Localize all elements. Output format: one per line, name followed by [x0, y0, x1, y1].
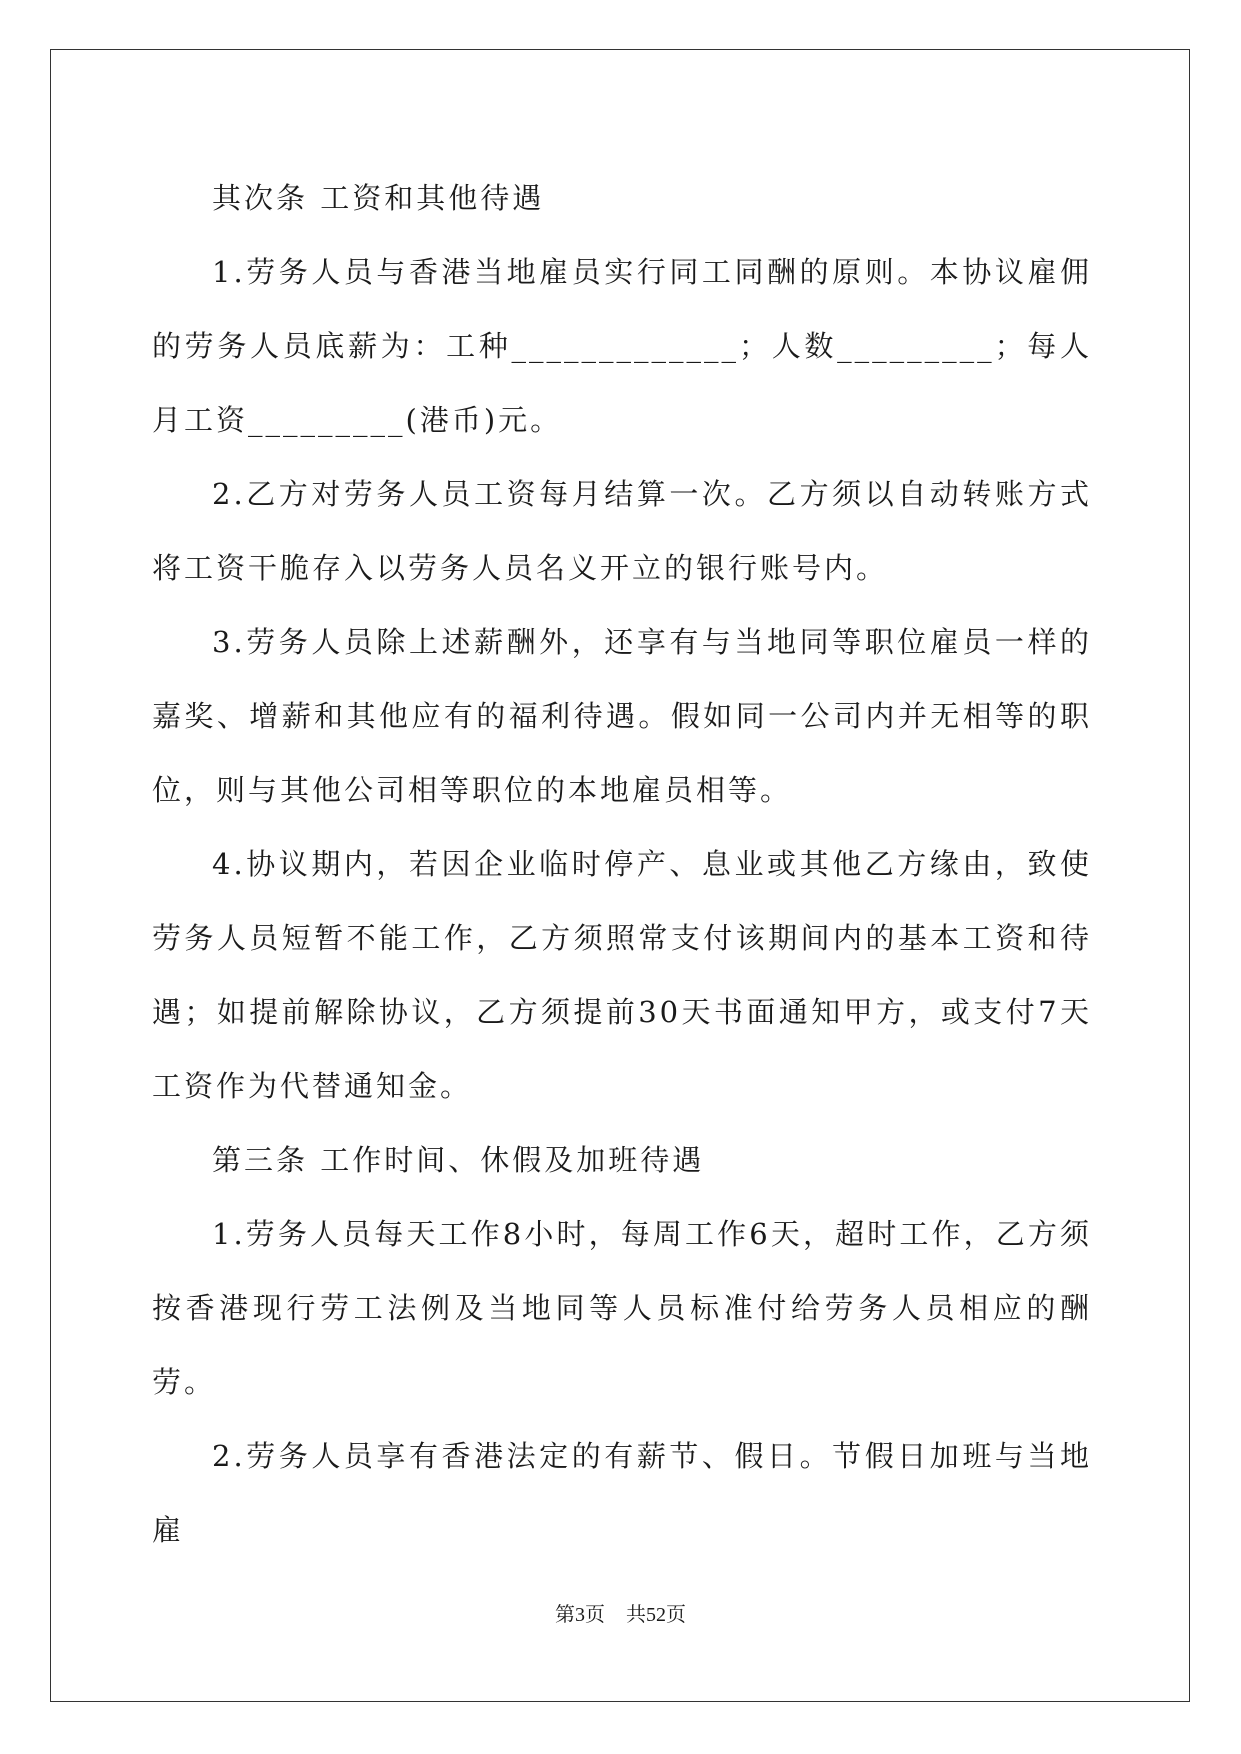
article-3-heading: 第三条 工作时间、休假及加班待遇 [212, 1143, 705, 1177]
article-2-paragraph-4: 4.协议期内，若因企业临时停产、息业或其他乙方缘由，致使劳务人员短暂不能工作，乙方须照常支付该期间内的基本工资和待遇；如提前解除协议，乙方须提前30天书面通知甲方，或支付7天工资作为代替通知金。 [152, 847, 1092, 1103]
article-2-heading: 其次条 工资和其他待遇 [212, 181, 545, 215]
article-2-paragraph-1: 1.劳务人员与香港当地雇员实行同工同酬的原则。本协议雇佣的劳务人员底薪为：工种_____________；人数_________；每人月工资_________(港币)元。 [152, 255, 1092, 437]
page-total: 共52页 [626, 1604, 686, 1626]
page-number: 第3页 [555, 1604, 605, 1626]
document-body [152, 161, 1092, 1567]
article-2-paragraph-2: 2.乙方对劳务人员工资每月结算一次。乙方须以自动转账方式将工资干脆存入以劳务人员名义开立的银行账号内。 [152, 477, 1092, 585]
page-footer [0, 1598, 1241, 1627]
article-3-paragraph-2: 2.劳务人员享有香港法定的有薪节、假日。节假日加班与当地雇 [152, 1439, 1092, 1547]
article-3-paragraph-1: 1.劳务人员每天工作8小时，每周工作6天，超时工作，乙方须按香港现行劳工法例及当地同等人员标准付给劳务人员相应的酬劳。 [152, 1217, 1092, 1399]
article-2-paragraph-3: 3.劳务人员除上述薪酬外，还享有与当地同等职位雇员一样的嘉奖、增薪和其他应有的福利待遇。假如同一公司内并无相等的职位，则与其他公司相等职位的本地雇员相等。 [152, 625, 1092, 807]
